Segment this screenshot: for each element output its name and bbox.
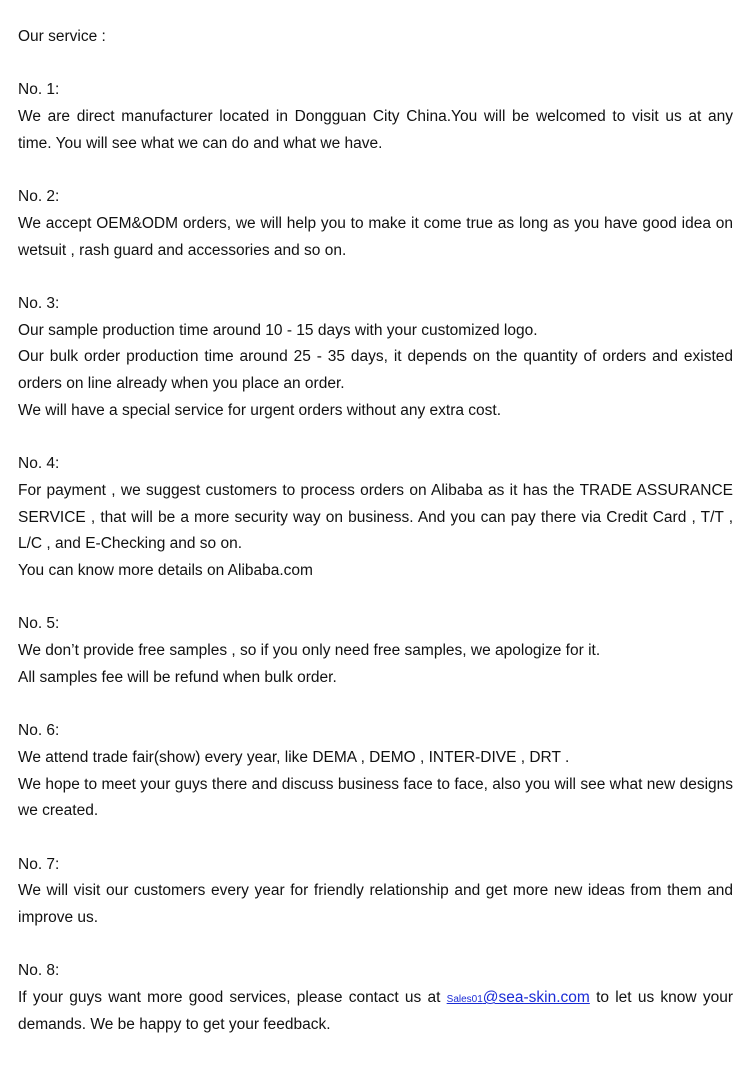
section-paragraph: We are direct manufacturer located in Dongguan City China.You will be welcomed to visit us at any time. You will see what we can do and what we have. bbox=[18, 108, 733, 152]
section-4 bbox=[18, 451, 733, 585]
email-link[interactable] bbox=[447, 989, 590, 1006]
section-paragraph: Our bulk order production time around 25 - 35 days, it depends on the quantity of orders and existed orders on line already when you place an order. bbox=[18, 348, 733, 393]
section-title: No. 1: bbox=[18, 81, 60, 99]
section-2 bbox=[18, 184, 733, 264]
section-8-contact bbox=[18, 958, 733, 1038]
section-7 bbox=[18, 852, 733, 932]
section-3 bbox=[18, 291, 733, 425]
contact-paragraph bbox=[18, 985, 733, 1038]
section-paragraph: You can know more details on Alibaba.com bbox=[18, 562, 313, 579]
section-paragraph: For payment , we suggest customers to process orders on Alibaba as it has the TRADE ASSURANCE SERVICE , that will be a more security way on business. And you can pay there via Credit Card , T/T , L/C , and E-Checking and so on. bbox=[18, 481, 733, 553]
section-paragraph: All samples fee will be refund when bulk order. bbox=[18, 668, 337, 686]
section-paragraph: We attend trade fair(show) every year, like DEMA , DEMO , INTER-DIVE , DRT . bbox=[18, 748, 570, 766]
section-title: No. 3: bbox=[18, 294, 60, 312]
section-title: No. 2: bbox=[18, 188, 60, 206]
section-paragraph: We will visit our customers every year for friendly relationship and get more new ideas from them and improve us. bbox=[18, 882, 733, 927]
email-domain: @sea-skin.com bbox=[482, 989, 590, 1007]
contact-text-before: If your guys want more good services, please contact us at bbox=[18, 989, 447, 1007]
email-prefix: Sales01 bbox=[446, 994, 483, 1006]
section-5 bbox=[18, 611, 733, 691]
section-title: No. 5: bbox=[18, 615, 60, 633]
section-paragraph: Our sample production time around 10 - 15 days with your customized logo. bbox=[18, 321, 538, 339]
section-1 bbox=[18, 77, 733, 157]
section-title: No. 8: bbox=[18, 962, 60, 980]
section-title: No. 7: bbox=[18, 855, 60, 873]
section-paragraph: We hope to meet your guys there and discuss business face to face, also you will see what new designs we created. bbox=[18, 775, 733, 820]
section-paragraph: We will have a special service for urgent orders without any extra cost. bbox=[18, 401, 502, 419]
section-6 bbox=[18, 718, 733, 825]
section-title: No. 4: bbox=[18, 455, 60, 473]
section-title: No. 6: bbox=[18, 722, 60, 740]
section-paragraph: We accept OEM&ODM orders, we will help you to make it come true as long as you have good idea on wetsuit , rash guard and accessories and so on. bbox=[18, 214, 733, 259]
page-heading: Our service : bbox=[18, 28, 106, 45]
contact-text-after: to let us know your demands. We be happy to get your feedback. bbox=[18, 989, 733, 1033]
section-paragraph: We don’t provide free samples , so if you only need free samples, we apologize for it. bbox=[18, 642, 601, 660]
